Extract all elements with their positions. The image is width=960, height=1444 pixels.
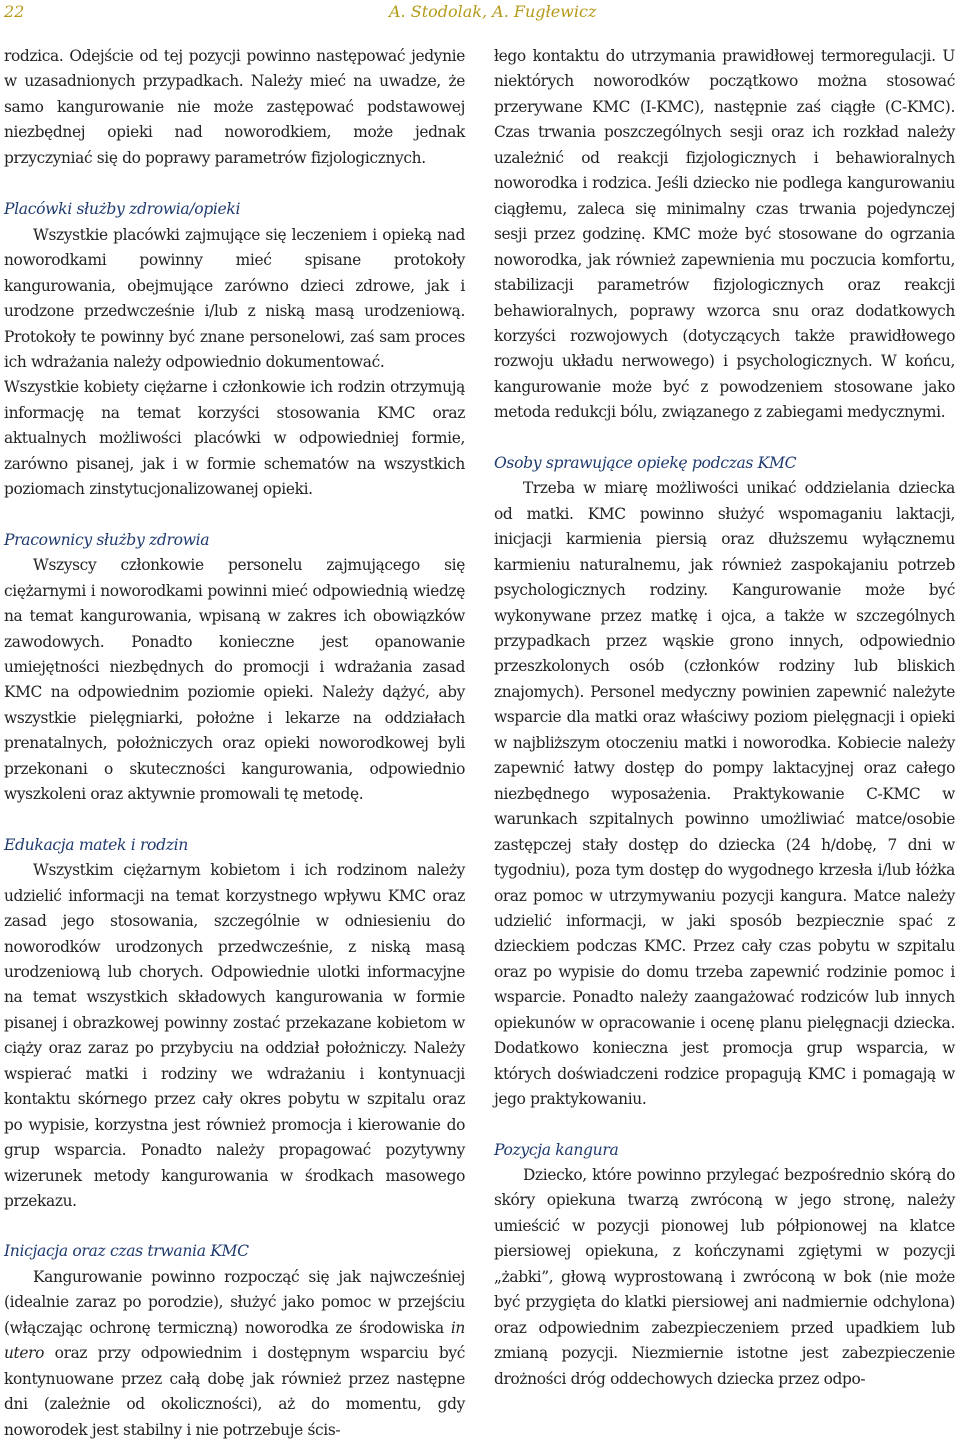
- paragraph-caregivers: Trzeba w miarę możliwości unikać oddzielania dziecka od matki. KMC powinno służyć wspomaganiu laktacji, inicjacji karmienia piersią oraz dłuższemu wyłącznemu karmieniu naturalnemu, jak również zaspokajaniu potrzeb psychologicznych rodziny. Kangurowanie może być wykonywane przez matkę i ojca, a także w szczególnych przypadkach przez wąskie grono innych, odpowiednio przeszkolonych osób (członków rodziny lub bliskich znajomych). Personel medyczny powinien zapewnić należyte wsparcie dla matki oraz właściwy poziom pielęgnacji i opieki w najbliższym otoczeniu matki i noworodka. Kobiecie należy zapewnić łatwy dostęp do pompy laktacyjnej oraz całego niezbędnego wyposażenia. Praktykowanie C-KMC w warunkach szpitalnych powinno umożliwiać matce/osobie zastępczej stały dostęp do dziecka (24 h/dobę, 7 dni w tygodniu), poza tym dostęp do wygodnego krzesła i/lub łóżka oraz pomoc w utrzymywaniu pozycji kangura. Matce należy udzielić informacji, w jaki sposób bezpiecznie spać z dzieckiem podczas KMC. Przez cały czas pobytu w szpitalu oraz po wypisie do domu trzeba zapewnić rodzinie pomoc i wsparcie. Ponadto należy zaangażować rodziców lub innych opiekunów w opracowanie i ocenę planu pielęgnacji dziecka. Dodatkowo konieczna jest promocja grup wsparcia, w których doświadczeni rodzice propagują KMC i pomagają w jego praktykowaniu.: [494, 479, 955, 1109]
- paragraph-education: Wszystkim ciężarnym kobietom i ich rodzinom należy udzielić informacji na temat korzystnego wpływu KMC oraz zasad jego stosowania, szczególnie w odniesieniu do noworodków urodzonych przedwcześnie, z niską masą urodzeniową lub chorych. Odpowiednie ulotki informacyjne na temat wszystkich składowych kangurowania w formie pisanej i obrazkowej powinny zostać przekazane kobietom w ciąży oraz zaraz po przybyciu na oddział położniczy. Należy wspierać matki i rodziny we wdrażaniu i kontynuacji kontaktu skórnego przez cały okres pobytu w szpitalu oraz po wypisie, korzystna jest również promocja i kierowanie do grup wsparcia. Ponadto należy propagować pozytywny wizerunek metody kangurowania w środkach masowego przekazu.: [4, 861, 465, 1211]
- section-heading-workers: Pracownicy służby zdrowia: [4, 530, 210, 549]
- paragraph-position: Dziecko, które powinno przylegać bezpośrednio skórą do skóry opiekuna twarzą zwróconą w jego stronę, należy umieścić w pozycji pionowej lub półpionowej na klatce piersiowej opiekuna, z kończynami zgiętymi w pozycji „żabki”, głową wyprostowaną i zwróconą w bok (nie może być przygięta do klatki piersiowej ani nadmiernie odchylona) oraz odpowiednim zabezpieczeniem przed upadkiem lub zmianą pozycji. Niezmiernie istotne jest zabezpieczenie drożności dróg oddechowych dziecka przez odpo-: [494, 1166, 955, 1388]
- left-column: [4, 44, 465, 1443]
- right-column: [494, 44, 955, 1392]
- running-header: [4, 2, 952, 24]
- initiation-italic-term: in utero: [4, 1318, 465, 1363]
- section-heading-position: Pozycja kangura: [494, 1140, 619, 1159]
- paragraph-facilities-1: Wszystkie placówki zajmujące się leczeniem i opieką nad noworodkami powinny mieć spisane protokoły kangurowania, obejmujące zarówno dzieci zdrowe, jak i urodzone przedwcześnie i/lub z niską masą urodzeniową. Protokoły te powinny być znane personelowi, zaś sam proces ich wdrażania należy odpowiednio dokumentować.: [4, 225, 465, 371]
- section-heading-initiation: Inicjacja oraz czas trwania KMC: [4, 1242, 249, 1261]
- page-number: 22: [4, 2, 25, 21]
- initiation-text-b: oraz przy odpowiednim i dostępnym wsparciu być kontynuowane przez całą dobę jak również przez następne dni (zależnie od okoliczności), aż do momentu, gdy noworodek jest stabilny i nie potrzebuje ścis-: [4, 1344, 465, 1439]
- initiation-text-a: Kangurowanie powinno rozpocząć się jak najwcześniej (idealnie zaraz po porodzie), służyć jako pomoc w przejściu (włączając ochronę termiczną) noworodka ze środowiska: [4, 1267, 465, 1337]
- paragraph-intro: rodzica. Odejście od tej pozycji powinno następować jedynie w uzasadnionych przypadkach. Należy mieć na uwadze, że samo kangurowanie nie może zastępować podstawowej niezbędnej opieki nad noworodkiem, może jednak przyczyniać się do poprawy parametrów fizjologicznych.: [4, 47, 465, 167]
- section-heading-caregivers: Osoby sprawujące opiekę podczas KMC: [494, 453, 797, 472]
- paragraph-facilities-2: Wszystkie kobiety ciężarne i członkowie ich rodzin otrzymują informację na temat korzyści stosowania KMC oraz aktualnych możliwości placówki w odpowiedniej formie, zarówno pisanej, jak i w formie schematów na wszystkich poziomach zinstytucjonalizowanej opieki.: [4, 378, 465, 499]
- running-header-authors: A. Stodolak, A. Fugłewicz: [389, 2, 597, 21]
- section-heading-education: Edukacja matek i rodzin: [4, 835, 188, 854]
- paragraph-continued: łego kontaktu do utrzymania prawidłowej termoregulacji. U niektórych noworodków początkowo można stosować przerywane KMC (I-KMC), następnie zaś ciągłe (C-KMC). Czas trwania poszczególnych sesji oraz ich rozkład należy uzależnić od reakcji fizjologicznych i behawioralnych noworodka i rodzica. Jeśli dziecko nie podlega kangurowaniu ciągłemu, zaleca się minimalny czas trwania pojedynczej sesji przez godzinę. KMC może być stosowane do ogrzania noworodka, jak również zapewnienia mu poczucia komfortu, stabilizacji parametrów fizjologicznych oraz reakcji behawioralnych, poprawy wzorca snu oraz dodatkowych korzyści rozwojowych (dotyczących także prawidłowego rozwoju układu nerwowego) i psychologicznych. W końcu, kangurowanie może być z powodzeniem stosowane jako metoda redukcji bólu, związanego z zabiegami medycznymi.: [494, 47, 955, 422]
- section-heading-facilities: Placówki służby zdrowia/opieki: [4, 200, 241, 219]
- paragraph-initiation: [4, 1265, 465, 1443]
- paragraph-workers: Wszyscy członkowie personelu zajmującego się ciężarnymi i noworodkami powinni mieć odpowiednią wiedzę na temat kangurowania, wpisaną w zakres ich obowiązków zawodowych. Ponadto konieczne jest opanowanie umiejętności niezbędnych do promocji i wdrażania zasad KMC na odpowiednim poziomie opieki. Należy dążyć, aby wszystkie pielęgniarki, położne i lekarze na oddziałach prenatalnych, położniczych oraz opieki noworodkowej byli przekonani o skuteczności kangurowania, odpowiednio wyszkoleni oraz aktywnie promowali tę metodę.: [4, 556, 465, 804]
